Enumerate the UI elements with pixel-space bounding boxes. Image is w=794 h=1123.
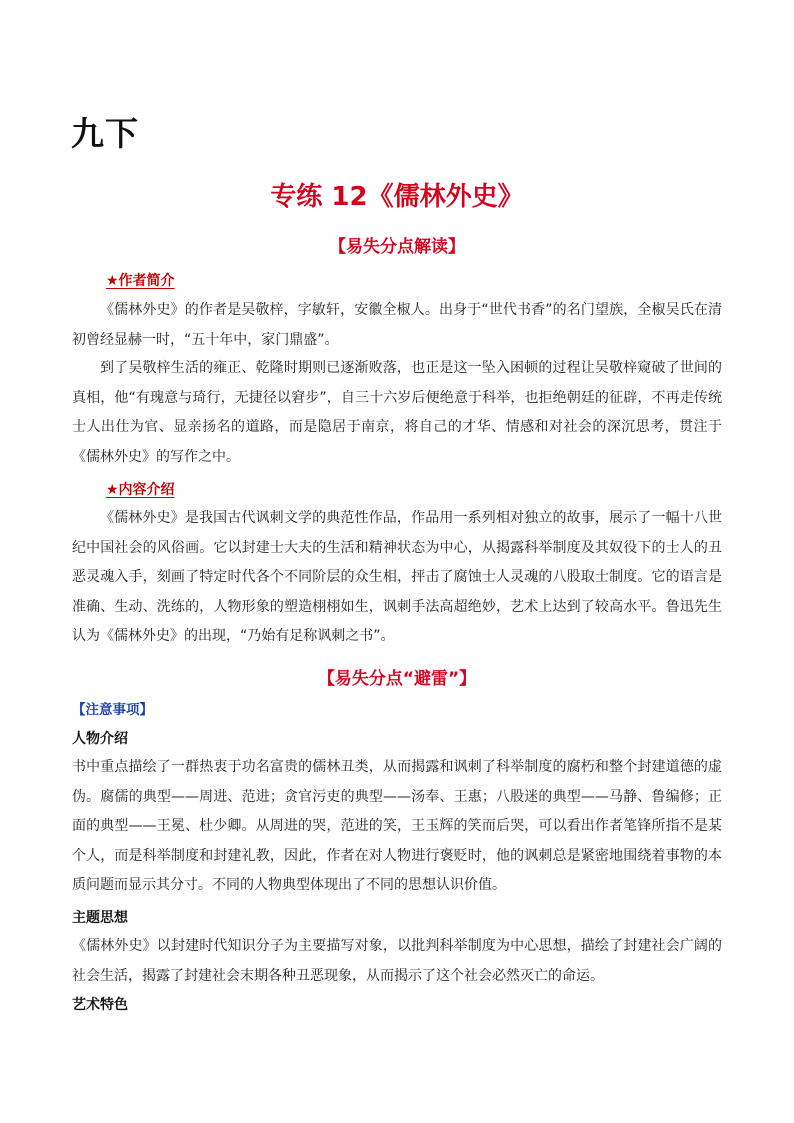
content-paragraph: 《儒林外史》是我国古代讽刺文学的典范性作品，作品用一系列相对独立的故事，展示了一幅十八世纪中国社会的风俗画。它以封建士大夫的生活和精神状态为中心，从揭露科举制度及其奴役下的士人的丑恶灵魂入手，刻画了特定时代各个不同阶层的众生相，抨击了腐蚀士人灵魂的八股取士制度。它的语言是准确、生动、洗练的，人物形象的塑造栩栩如生，讽刺手法高超绝妙，艺术上达到了较高水平。鲁迅先生认为《儒林外史》的出现，“乃始有足称讽刺之书”。	[72, 510, 722, 644]
author-paragraph-2: 到了吴敬梓生活的雍正、乾隆时期则已逐渐败落，也正是这一坠入困顿的过程让吴敬梓窥破了世间的真相，他“有瑰意与琦行，无捷径以窘步”，自三十六岁后便绝意于科举，也拒绝朝廷的征辟，不再走传统士人出仕为官、显亲扬名的道路，而是隐居于南京，将自己的才华、情感和对社会的深沉思考，贯注于《儒林外史》的写作之中。	[72, 360, 722, 465]
theme-heading: 主题思想	[72, 910, 128, 926]
notes-label: 【注意事项】	[72, 702, 153, 718]
characters-paragraph: 书中重点描绘了一群热衷于功名富贵的儒林丑类，从而揭露和讽刺了科举制度的腐朽和整个封建道德的虚伪。腐儒的典型——周进、范进；贪官污吏的典型——汤奉、王惠；八股迷的典型——马静、鲁编修；正面的典型——王冕、杜少卿。从周进的哭，范进的笑，王玉辉的笑而后哭，可以看出作者笔锋所指不是某个人，而是科举制度和封建礼教，因此，作者在对人物进行褒贬时，他的讽刺总是紧密地围绕着事物的本质问题而显示其分寸。不同的人物典型体现出了不同的思想认识价值。	[72, 759, 722, 893]
theme-paragraph: 《儒林外史》以封建时代知识分子为主要描写对象，以批判科举制度为中心思想，描绘了封建社会广阔的社会生活，揭露了封建社会末期各种丑恶现象，从而揭示了这个社会必然灭亡的命运。	[72, 938, 722, 984]
characters-heading: 人物介绍	[72, 731, 128, 747]
content-intro-heading: ★内容介绍	[106, 482, 175, 498]
section-heading-avoid-mistakes: 【易失分点“避雷”】	[317, 669, 477, 689]
author-intro-heading: ★作者简介	[106, 273, 175, 289]
grade-label: 九下	[71, 114, 139, 153]
author-paragraph-1: 《儒林外史》的作者是吴敬梓，字敏轩，安徽全椒人。出身于“世代书香”的名门望族，全椒吴氏在清初曾经显赫一时，“五十年中，家门鼎盛”。	[72, 302, 722, 348]
section-heading-interpretation: 【易失分点解读】	[329, 237, 465, 257]
page-title: 专练 12《儒林外史》	[270, 182, 524, 212]
art-features-heading: 艺术特色	[72, 997, 128, 1013]
